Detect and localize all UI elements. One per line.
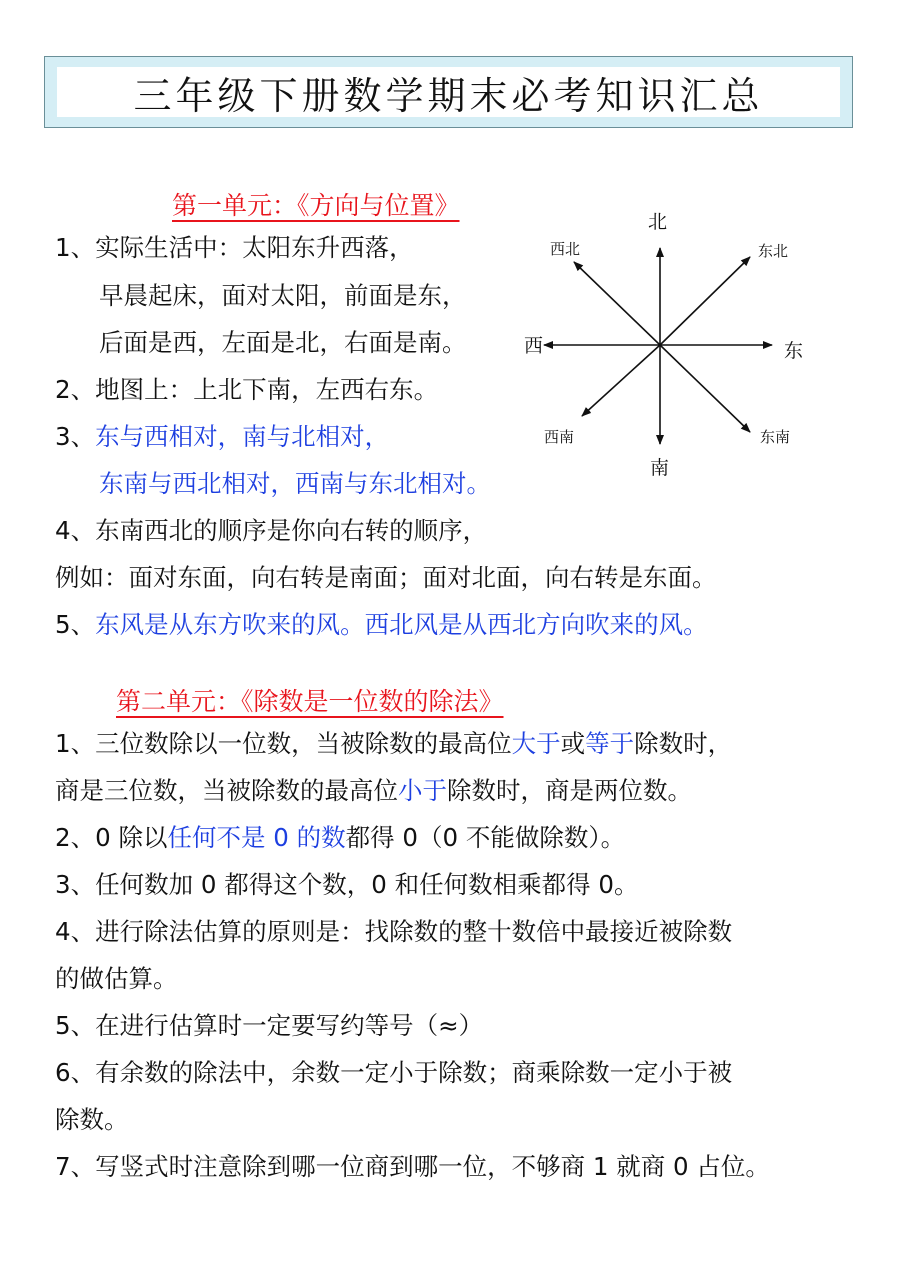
unit1-item5 xyxy=(55,610,708,640)
unit1-item1-line3: 后面是西，左面是北，右面是南。 xyxy=(99,328,467,357)
unit1-item1-line2: 早晨起床，面对太阳，前面是东， xyxy=(99,281,467,310)
unit1-item3-number: 3、 xyxy=(55,422,96,451)
unit1-item5-number: 5、 xyxy=(55,610,96,639)
southwest-arrow xyxy=(582,345,660,416)
unit2-item3: 3、任何数加 0 都得这个数，0 和任何数相乘都得 0。 xyxy=(55,870,639,899)
southeast-arrow xyxy=(660,345,750,432)
unit2-item6-line1: 6、有余数的除法中，余数一定小于除数；商乘除数一定小于被 xyxy=(55,1058,733,1087)
northeast-arrow xyxy=(660,257,750,345)
compass-label-north: 北 xyxy=(648,211,668,233)
title-banner xyxy=(44,56,853,128)
compass-label-northwest: 西北 xyxy=(550,240,581,258)
unit2-item2 xyxy=(55,823,625,853)
unit1-item5-text: 东风是从东方吹来的风。西北风是从西北方向吹来的风。 xyxy=(95,610,708,639)
compass-label-northeast: 东北 xyxy=(758,242,789,260)
compass-label-southwest: 西南 xyxy=(544,428,575,446)
unit2-item5: 5、在进行估算时一定要写约等号（≈） xyxy=(55,1011,484,1040)
unit1-item4-line2: 例如：面对东面，向右转是南面；面对北面，向右转是东面。 xyxy=(55,563,717,592)
unit1-item4-line1: 4、东南西北的顺序是你向右转的顺序， xyxy=(55,516,488,545)
page-title: 三年级下册数学期末必考知识汇总 xyxy=(133,73,764,118)
unit2-item4-line2: 的做估算。 xyxy=(55,964,178,993)
unit2-item1-line1 xyxy=(55,729,732,759)
unit2-item1-text-or: 或 xyxy=(560,729,586,758)
northwest-arrow xyxy=(574,262,660,345)
unit2-item1-text-h: 除数时，商是两位数。 xyxy=(447,776,692,805)
unit1-item3-line1 xyxy=(55,422,389,452)
unit2-item1-text-e: 除数时， xyxy=(634,729,733,758)
unit1-item3-line2: 东南与西北相对，西南与东北相对。 xyxy=(99,469,491,498)
title-inner xyxy=(57,67,840,117)
unit2-item2-text-c: 都得 0（0 不能做除数）。 xyxy=(345,823,626,852)
unit2-heading: 第二单元：《除数是一位数的除法》 xyxy=(116,687,504,716)
unit1-item1-line1: 1、实际生活中：太阳东升西落， xyxy=(55,233,414,262)
unit1-heading: 第一单元：《方向与位置》 xyxy=(172,191,460,220)
unit1-item3-text: 东与西相对，南与北相对， xyxy=(95,422,390,451)
unit2-item1-text-a: 1、三位数除以一位数，当被除数的最高位 xyxy=(55,729,512,758)
unit2-item2-text-a: 2、0 除以 xyxy=(55,823,168,852)
unit2-item6-line2: 除数。 xyxy=(55,1105,129,1134)
unit2-item1-emph-less: 小于 xyxy=(398,776,447,805)
compass-label-east: 东 xyxy=(784,340,804,362)
unit2-item1-emph-greater: 大于 xyxy=(511,729,561,758)
compass-label-west: 西 xyxy=(524,335,544,357)
unit2-item1-line2 xyxy=(55,776,692,806)
compass-label-south: 南 xyxy=(650,457,670,479)
unit2-item4-line1: 4、进行除法估算的原则是：找除数的整十数倍中最接近被除数 xyxy=(55,917,733,946)
unit2-item2-emph: 任何不是 0 的数 xyxy=(167,823,346,852)
unit2-item7: 7、写竖式时注意除到哪一位商到哪一位，不够商 1 就商 0 占位。 xyxy=(55,1152,770,1181)
unit2-item1-emph-equal: 等于 xyxy=(585,729,635,758)
compass-diagram xyxy=(520,200,820,490)
unit2-item1-text-f: 商是三位数，当被除数的最高位 xyxy=(55,776,398,805)
unit1-item2: 2、地图上：上北下南，左西右东。 xyxy=(55,375,439,404)
compass-label-southeast: 东南 xyxy=(760,428,791,446)
